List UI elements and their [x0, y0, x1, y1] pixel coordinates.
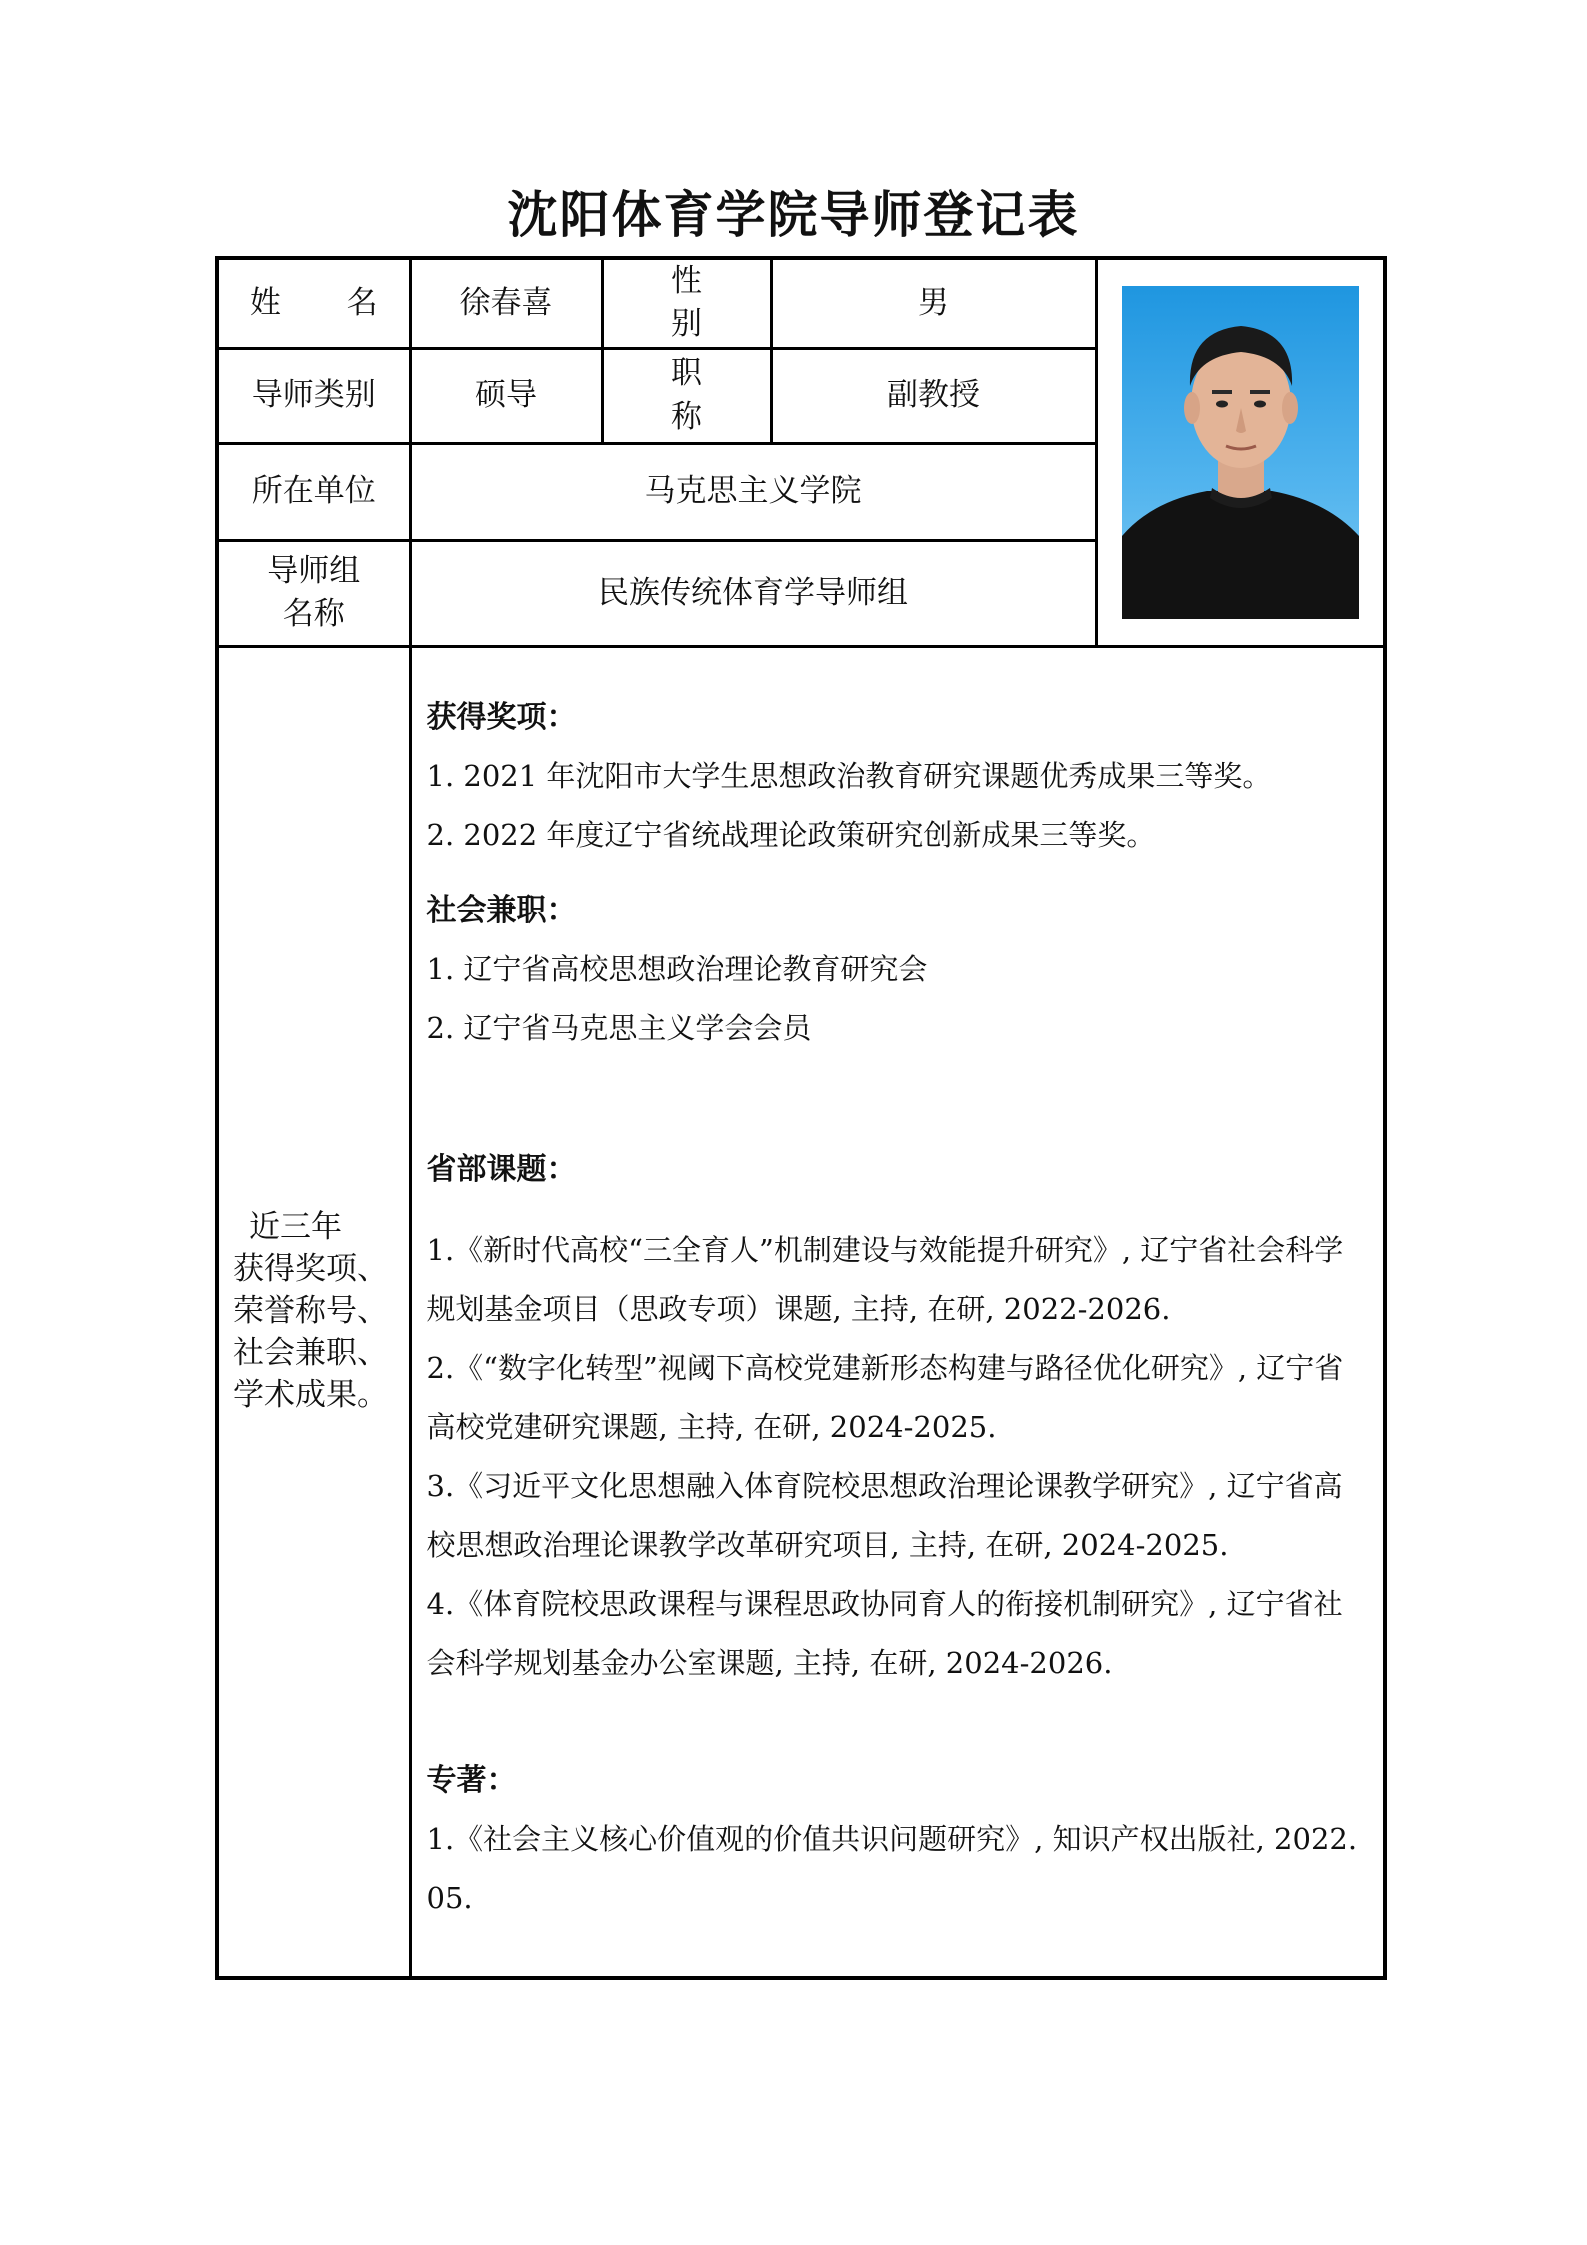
- award-item: 2. 2022 年度辽宁省统战理论政策研究创新成果三等奖。: [426, 817, 1156, 852]
- positions-heading: 社会兼职：: [426, 892, 577, 928]
- achievements-label-line: 荣誉称号、: [233, 1292, 388, 1329]
- achievements-label-line: 社会兼职、: [233, 1334, 388, 1371]
- achievements-content: [410, 646, 1385, 1978]
- project-item: 3.《习近平文化思想融入体育院校思想政治理论课教学研究》, 辽宁省高校思想政治理论课教学改革研究项目, 主持, 在研, 2024-2025.: [426, 1468, 1343, 1562]
- group-label-line2: 名称: [282, 596, 345, 633]
- unit-value: 马克思主义学院: [410, 443, 1096, 540]
- portrait-image: [1122, 286, 1359, 619]
- rank-label: 职 称: [602, 348, 771, 443]
- tutor-photo: [1122, 286, 1359, 619]
- monographs-heading: 专著：: [426, 1762, 517, 1798]
- project-item: 4.《体育院校思政课程与课程思政协同育人的衔接机制研究》, 辽宁省社会科学规划基金办公室课题, 主持, 在研, 2024-2026.: [426, 1586, 1343, 1680]
- achievements-label-line: 近三年: [249, 1209, 342, 1246]
- position-item: 1. 辽宁省高校思想政治理论教育研究会: [426, 951, 928, 986]
- unit-label: 所在单位: [217, 443, 410, 540]
- achievements-label-line: 学术成果。: [233, 1376, 388, 1413]
- group-label-line1: 导师组: [267, 552, 361, 589]
- name-value: 徐春喜: [410, 258, 602, 348]
- group-value: 民族传统体育学导师组: [410, 540, 1096, 646]
- monograph-item: 1.《社会主义核心价值观的价值共识问题研究》, 知识产权出版社, 2022. 05.: [426, 1821, 1358, 1915]
- registration-form: [215, 256, 1387, 1980]
- award-item: 1. 2021 年沈阳市大学生思想政治教育研究课题优秀成果三等奖。: [426, 758, 1272, 793]
- page-title: 沈阳体育学院导师登记表: [507, 185, 1080, 244]
- project-item: 2.《“数字化转型”视阈下高校党建新形态构建与路径优化研究》, 辽宁省高校党建研究课题, 主持, 在研, 2024-2025.: [426, 1350, 1344, 1444]
- name-label: 姓 名: [217, 258, 410, 348]
- awards-heading: 获得奖项：: [426, 699, 577, 735]
- gender-value: 男: [771, 258, 1096, 348]
- projects-heading: 省部课题：: [426, 1151, 577, 1187]
- photo-cell: [1096, 258, 1385, 646]
- achievements-label: [217, 646, 410, 1978]
- gender-label: 性 别: [602, 258, 771, 348]
- group-label: [217, 540, 410, 646]
- position-item: 2. 辽宁省马克思主义学会会员: [426, 1010, 812, 1045]
- rank-value: 副教授: [771, 348, 1096, 443]
- project-item: 1.《新时代高校“三全育人”机制建设与效能提升研究》, 辽宁省社会科学规划基金项目（思政专项）课题, 主持, 在研, 2022-2026.: [426, 1232, 1344, 1326]
- achievements-label-line: 获得奖项、: [233, 1251, 388, 1288]
- type-value: 硕导: [410, 348, 602, 443]
- type-label: 导师类别: [217, 348, 410, 443]
